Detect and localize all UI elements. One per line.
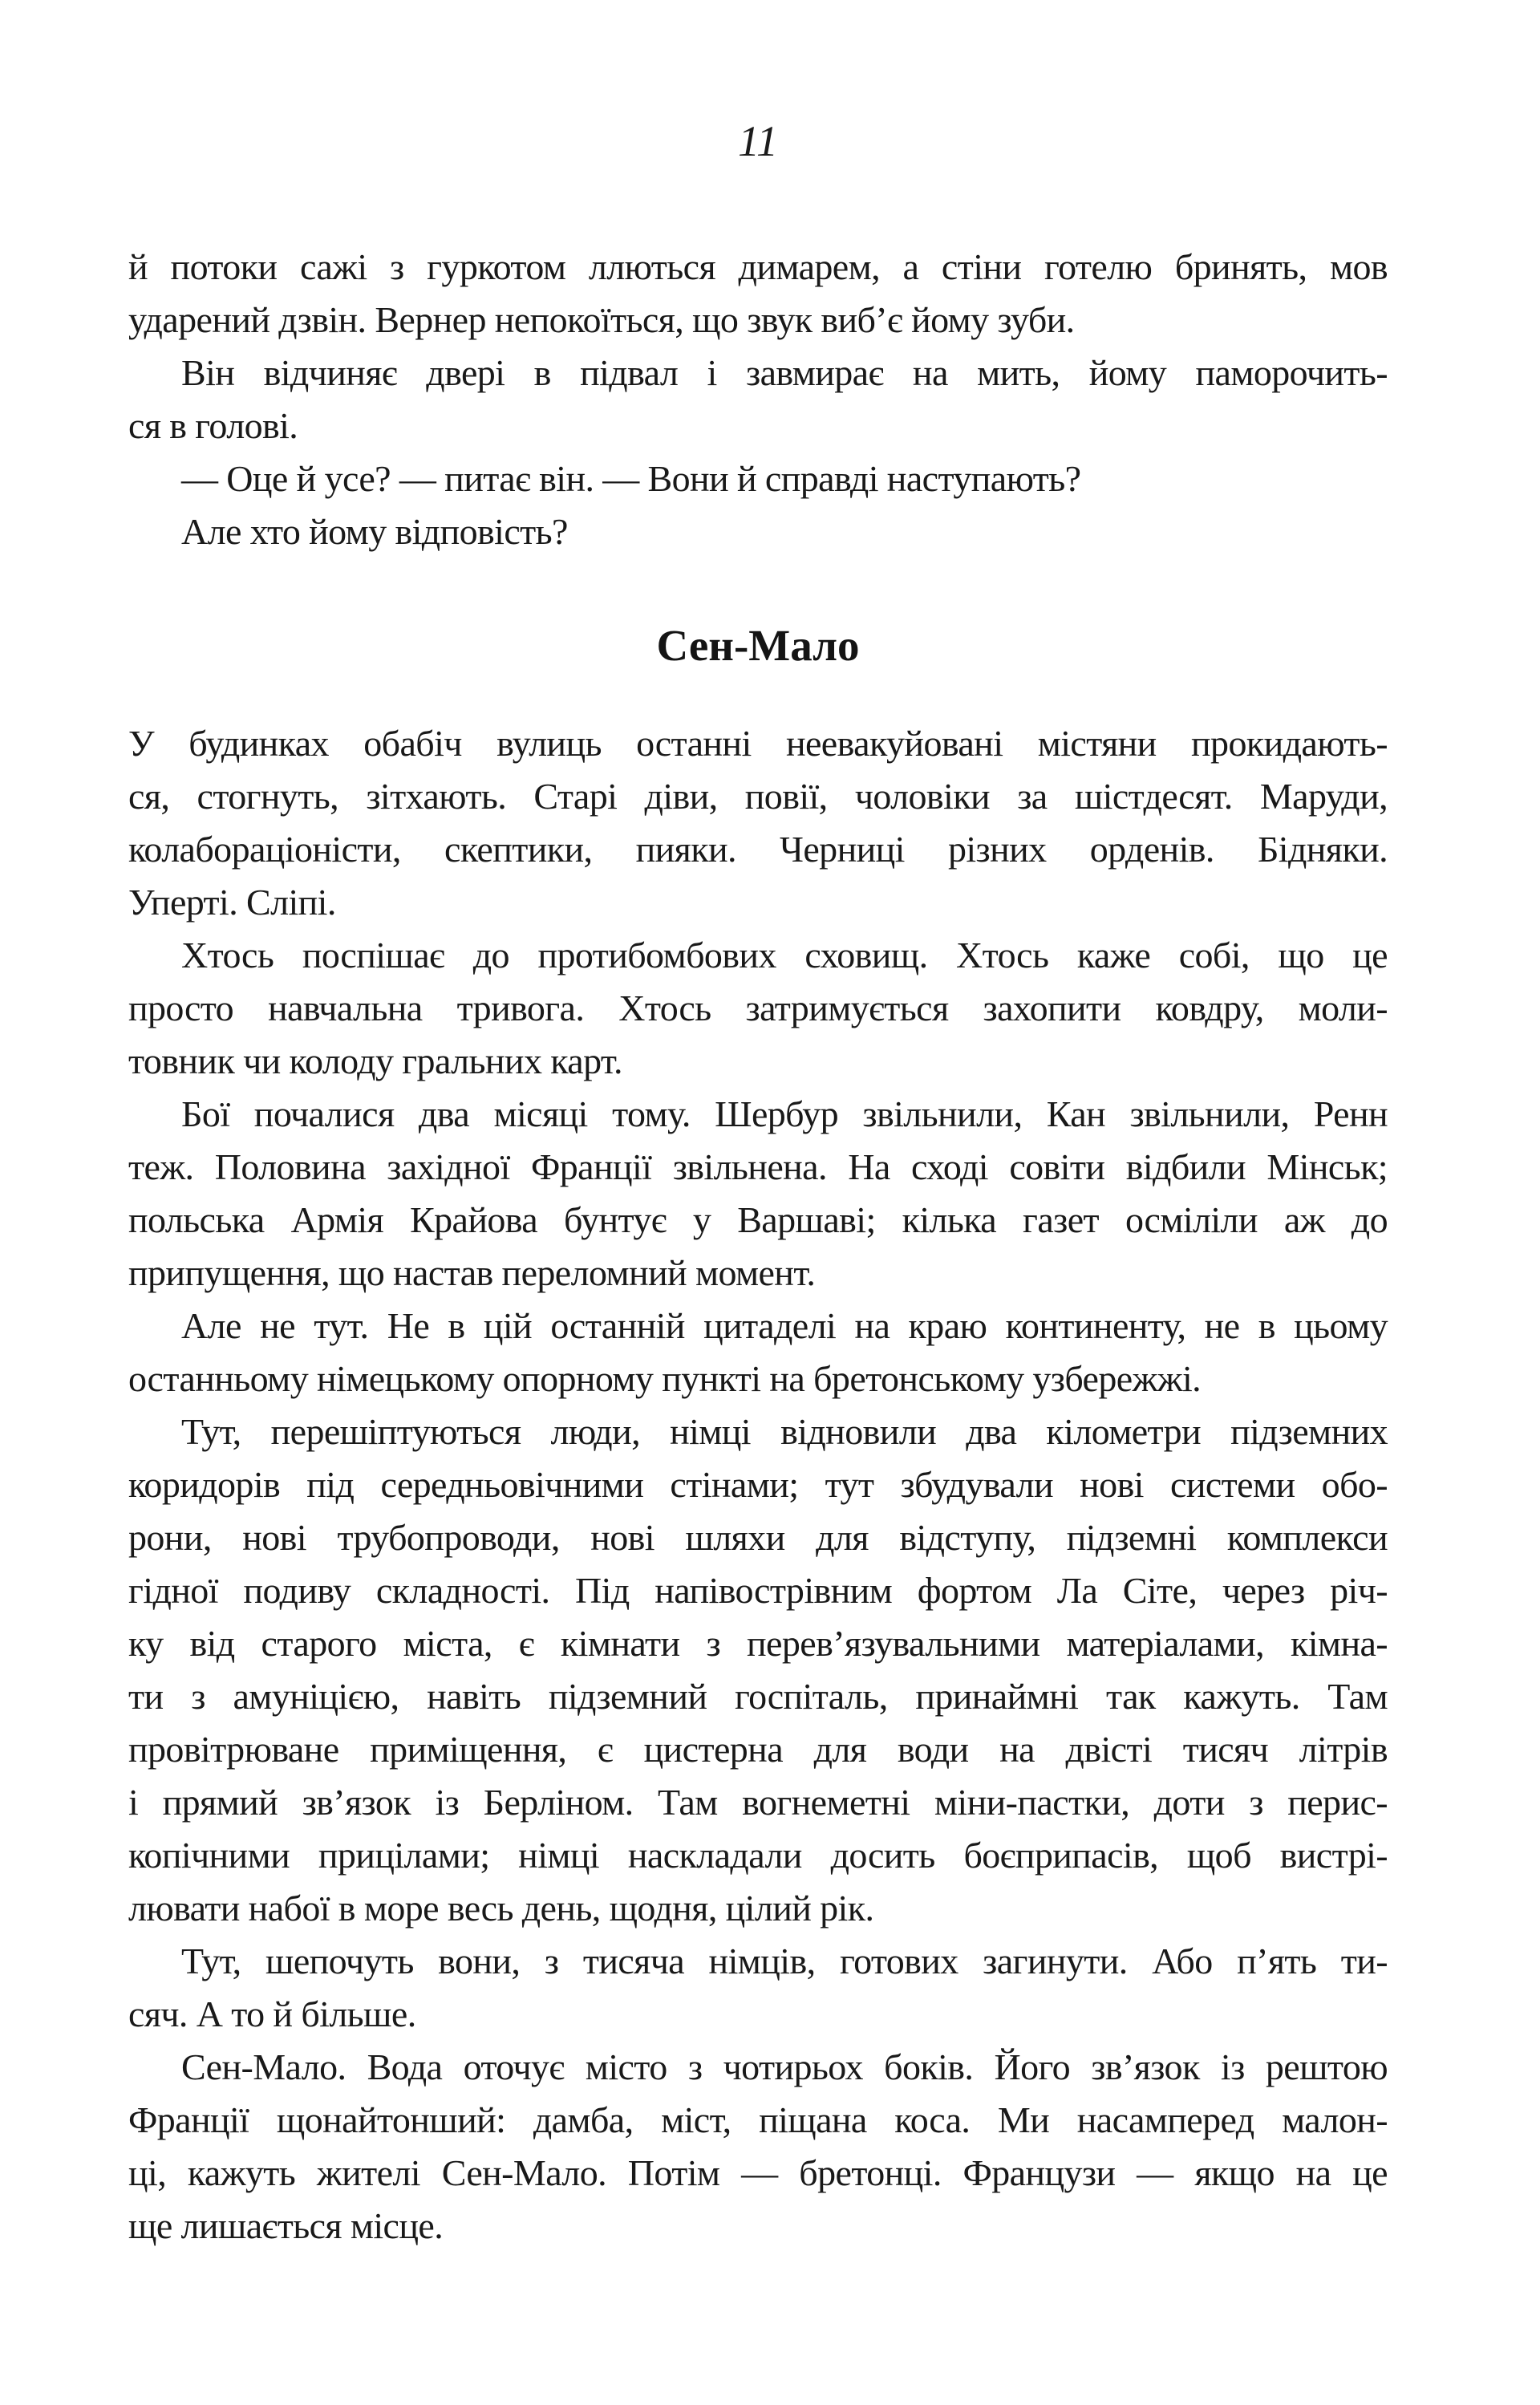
text-line: гідної подиву складності. Під напівострівним фортом Ла Сіте, через річ- [128, 1570, 1388, 1611]
text-line: припущення, що настав переломний момент. [128, 1252, 816, 1293]
text-line: Сен-Мало. Вода оточує місто з чотирьох боків. Його зв’язок із рештою [181, 2046, 1388, 2087]
page-number: 11 [738, 117, 778, 165]
text-line: польська Армія Крайова бунтує у Варшаві; кілька газет осміліли аж до [128, 1199, 1388, 1240]
text-line: Але не тут. Не в цій останній цитаделі на краю континенту, не в цьому [181, 1305, 1388, 1346]
paragraph [128, 1088, 1388, 1300]
text-line: рони, нові трубопроводи, нові шляхи для відступу, підземні комплекси [128, 1517, 1388, 1558]
paragraph [128, 1935, 1388, 2041]
text-line: ще лишається місце. [128, 2205, 444, 2246]
text-line: Він відчиняє двері в підвал і завмирає на мить, йому паморочить- [181, 352, 1388, 393]
text-line: Франції щонайтонший: дамба, міст, піщана коса. Ми насамперед малон- [128, 2099, 1388, 2140]
paragraph [128, 2041, 1388, 2253]
paragraph [128, 717, 1388, 929]
paragraph [128, 347, 1388, 452]
text-line: теж. Половина західної Франції звільнена. На сході совіти відбили Мінськ; [128, 1146, 1388, 1187]
text-line: ударений дзвін. Вернер непокоїться, що звук виб’є йому зуби. [128, 299, 1075, 340]
paragraph [128, 1300, 1388, 1405]
text-line: — Оце й усе? — питає він. — Вони й справді наступають? [181, 458, 1081, 499]
text-line: У будинках обабіч вулиць останні неевакуйовані містяни прокидають- [128, 723, 1388, 764]
text-line: ся, стогнуть, зітхають. Старі діви, повії, чоловіки за шістдесят. Маруди, [128, 776, 1388, 817]
paragraph [128, 1405, 1388, 1935]
text-line: сяч. А то й більше. [128, 1993, 416, 2034]
text-line: останньому німецькому опорному пункті на бретонському узбережжі. [128, 1358, 1202, 1399]
paragraph [128, 452, 1388, 505]
text-line: Тут, шепочуть вони, з тисяча німців, готових загинути. Або п’ять ти- [181, 1941, 1388, 1981]
text-line: колабораціоністи, скептики, пияки. Черниці різних орденів. Бідняки. [128, 829, 1388, 870]
text-line: Тут, перешіптуються люди, німці відновили два кілометри підземних [181, 1411, 1388, 1452]
pre-heading-text [128, 241, 1388, 558]
text-line: ся в голові. [128, 405, 298, 446]
text-block [128, 241, 1388, 2253]
paragraph [128, 241, 1388, 347]
text-line: Але хто йому відповість? [181, 511, 568, 552]
text-line: товник чи колоду гральних карт. [128, 1040, 622, 1081]
section-heading: Сен-Мало [656, 621, 860, 670]
paragraph [128, 929, 1388, 1088]
text-line: коридорів під середньовічними стінами; тут збудували нові системи обо- [128, 1464, 1388, 1505]
text-line: й потоки сажі з гуркотом ллються димарем, а стіни готелю бринять, мов [128, 246, 1388, 287]
text-line: Бої почалися два місяці тому. Шербур звільнили, Кан звільнили, Ренн [181, 1093, 1388, 1134]
text-line: і прямий зв’язок із Берліном. Там вогнеметні міни-пастки, доти з перис- [128, 1782, 1388, 1823]
text-line: ти з амуніцією, навіть підземний госпіталь, принаймні так кажуть. Там [128, 1676, 1388, 1717]
text-line: Уперті. Сліпі. [128, 882, 336, 923]
paragraph [128, 505, 1388, 558]
text-line: провітрюване приміщення, є цистерна для води на двісті тисяч літрів [128, 1729, 1388, 1770]
text-line: ці, кажуть жителі Сен-Мало. Потім — бретонці. Французи — якщо на це [128, 2152, 1388, 2193]
text-line: копічними прицілами; німці наскладали досить боєприпасів, щоб вистрі- [128, 1835, 1388, 1876]
text-line: ку від старого міста, є кімнати з перев’язувальними матеріалами, кімна- [128, 1623, 1388, 1664]
post-heading-text [128, 717, 1388, 2253]
text-line: лювати набої в море весь день, щодня, цілий рік. [128, 1888, 874, 1928]
text-line: просто навчальна тривога. Хтось затримується захопити ковдру, моли- [128, 988, 1388, 1028]
text-line: Хтось поспішає до протибомбових сховищ. Хтось каже собі, що це [181, 935, 1388, 975]
